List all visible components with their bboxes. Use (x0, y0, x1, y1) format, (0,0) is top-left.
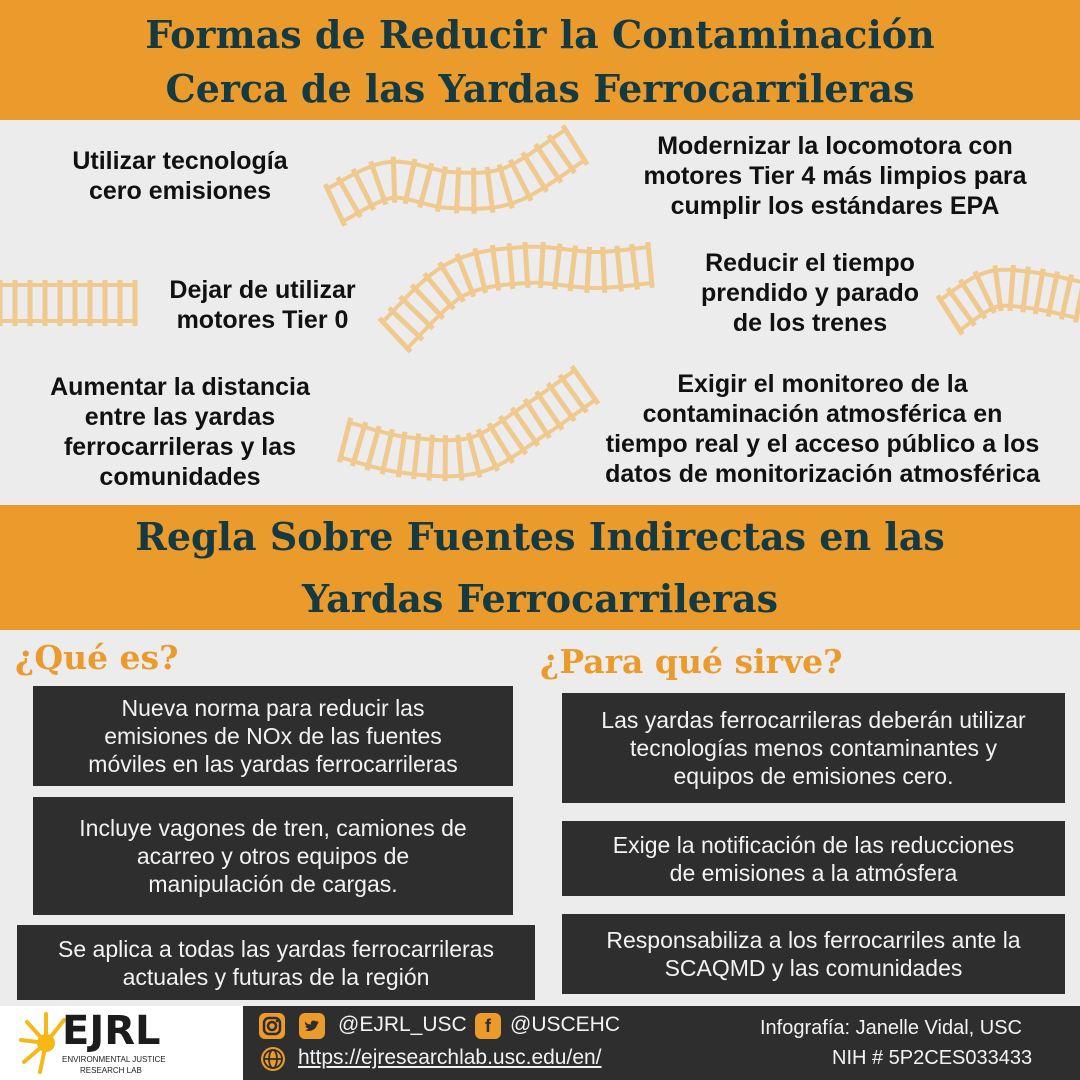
facebook-handle[interactable]: @USCEHC (510, 1013, 620, 1036)
box-line: actuales y futuras de la región (122, 963, 430, 990)
tip-line: Reducir el tiempo (705, 249, 915, 277)
que-es-box-3 (17, 925, 535, 1000)
twitter-icon[interactable] (299, 1013, 325, 1039)
box-line: emisiones de NOx de las fuentes (104, 723, 442, 749)
website-link[interactable]: https://ejresearchlab.usc.edu/en/ (298, 1046, 602, 1069)
tip-line: motores Tier 0 (176, 306, 349, 334)
para-que-box-1 (562, 693, 1065, 803)
box-line: acarreo y otros equipos de (136, 843, 410, 869)
facebook-icon[interactable]: f (475, 1013, 501, 1039)
tip-zero-emissions (40, 146, 320, 206)
box-line: tecnologías menos contaminantes y (630, 735, 997, 761)
tip-modernize-locomotive (600, 131, 1070, 221)
tip-line: comunidades (99, 463, 261, 491)
tip-stop-tier0 (140, 275, 385, 335)
tip-line: Aumentar la distancia (50, 373, 310, 401)
globe-icon (259, 1045, 287, 1073)
box-line: Exige la notificación de las reducciones (612, 831, 1015, 858)
box-line: Responsabiliza a los ferrocarriles ante la (606, 927, 1021, 953)
credit-text: Infografía: Janelle Vidal, USC (760, 1017, 1023, 1039)
para-que-sirve-heading: ¿Para qué sirve? (540, 642, 843, 681)
box-line: Incluye vagones de tren, camiones de (79, 815, 467, 841)
que-es-heading: ¿Qué es? (15, 638, 179, 677)
tip-line: entre las yardas (84, 403, 276, 431)
que-es-box-2 (33, 797, 513, 915)
box-line: Las yardas ferrocarrileras deberán utilizar (601, 707, 1026, 733)
tip-line: Utilizar tecnología (72, 147, 288, 175)
para-que-box-3 (562, 914, 1065, 994)
rail-track-decoration-1 (320, 120, 590, 230)
tip-line: Modernizar la locomotora con (657, 132, 1013, 160)
tip-line: datos de monitorización atmosférica (605, 460, 1040, 488)
tip-line: prendido y parado (700, 279, 920, 307)
box-line: Se aplica a todas las yardas ferrocarrileras (58, 935, 494, 962)
para-que-box-2 (562, 821, 1065, 896)
que-es-box-1 (33, 686, 513, 786)
tip-line: contaminación atmosférica en (642, 400, 1003, 428)
rail-track-decoration-3 (375, 240, 665, 365)
section-title-line2: Yardas Ferrocarrileras (302, 576, 778, 621)
logo-subtitle-2: RESEARCH LAB (80, 1066, 142, 1075)
page-title-line2: Cerca de las Yardas Ferrocarrileras (165, 66, 915, 111)
box-line: equipos de emisiones cero. (673, 763, 954, 789)
tip-line: ferrocarrileras y las (63, 433, 297, 461)
box-line: de emisiones a la atmósfera (669, 859, 958, 886)
logo-wordmark: EJRL (62, 1008, 161, 1054)
box-line: Nueva norma para reducir las (121, 695, 425, 721)
box-line: SCAQMD y las comunidades (664, 955, 963, 981)
section-title-line1: Regla Sobre Fuentes Indirectas en las (135, 514, 945, 559)
tip-line: de los trenes (732, 309, 888, 337)
box-line: manipulación de cargas. (148, 871, 398, 897)
grant-number: NIH # 5P2CES033433 (832, 1047, 1033, 1069)
rail-track-decoration-5 (325, 365, 600, 500)
twitter-handle[interactable]: @EJRL_USC (338, 1013, 467, 1036)
tip-increase-distance (15, 372, 345, 492)
tip-line: Exigir el monitoreo de la (677, 370, 968, 398)
page-title-line1: Formas de Reducir la Contaminación (145, 12, 935, 57)
tip-realtime-monitoring (565, 369, 1080, 489)
tip-line: cero emisiones (88, 177, 272, 205)
tip-line: motores Tier 4 más limpios para (643, 162, 1027, 190)
tip-reduce-idling (660, 248, 960, 338)
tip-line: cumplir los estándares EPA (670, 192, 1000, 220)
box-line: móviles en las yardas ferrocarrileras (88, 751, 458, 777)
tip-line: Dejar de utilizar (169, 276, 356, 304)
logo-subtitle-1: ENVIRONMENTAL JUSTICE (62, 1055, 166, 1064)
instagram-icon[interactable] (259, 1013, 285, 1039)
tip-line: tiempo real y el acceso público a los (605, 430, 1040, 458)
rail-track-decoration-2 (0, 268, 140, 338)
